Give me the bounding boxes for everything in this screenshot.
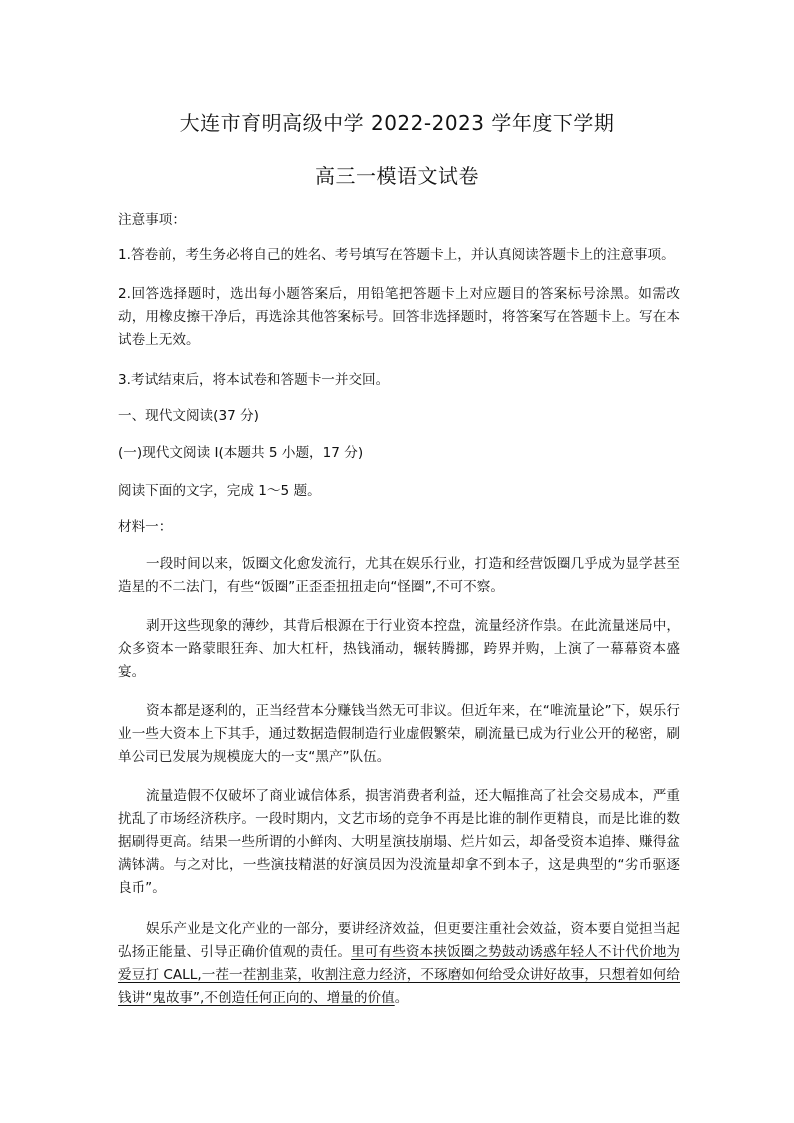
note-item-1: 1.答卷前，考生务必将自己的姓名、考号填写在答题卡上，并认真阅读答题卡上的注意事项。: [118, 247, 675, 263]
passage-paragraph-4: 流量造假不仅破坏了商业诚信体系，损害消费者利益，还大幅推高了社会交易成本，严重扰乱了市场经济秩序。一段时期内，文艺市场的竞争不再是比谁的制作更精良，而是比谁的数据刷得更高。结果一些所谓的小鲜肉、大明星演技崩塌、烂片如云，却备受资本追捧、赚得盆满钵满。与之对比，一些演技精湛的好演员因为没流量却拿不到本子，这是典型的“劣币驱逐良币”。: [118, 788, 680, 896]
exam-subtitle: 高三一模语文试卷: [315, 164, 479, 188]
exam-title: 大连市育明高级中学 2022-2023 学年度下学期: [179, 111, 615, 135]
passage-paragraph-1: 一段时间以来，饭圈文化愈发流行，尤其在娱乐行业，打造和经营饭圈几乎成为显学甚至造星的不二法门，有些“饭圈”正歪歪扭扭走向“怪圈”,不可不察。: [118, 556, 680, 595]
notes-heading: 注意事项：: [118, 212, 186, 228]
paragraph-5-text: 娱乐产业是文化产业的一部分，要讲经济效益，但更要注重社会效益，资本要自觉担当起弘扬正能量、引导正确价值观的责任。: [118, 921, 680, 960]
material-label: 材料一：: [118, 519, 173, 535]
paragraph-5-end: 。: [394, 990, 409, 1006]
note-item-2: 2.回答选择题时，选出每小题答案后，用铅笔把答题卡上对应题目的答案标号涂黑。如需改动，用橡皮擦干净后，再选涂其他答案标号。回答非选择题时，将答案写在答题卡上。写在本试卷上无效。: [118, 286, 680, 348]
underlined-passage: 里可有些资本挟饭圈之势鼓动诱惑年轻人不计代价地为爱豆打 CALL,一茬一茬割韭菜，收割注意力经济，不琢磨如何给受众讲好故事，只想着如何给钱讲“鬼故事”,不创造任何正向的、增量的价值: [118, 944, 681, 1006]
note-item-3: 3.考试结束后，将本试卷和答题卡一并交回。: [118, 372, 390, 388]
passage-paragraph-5: [118, 918, 680, 1010]
passage-paragraph-2: 剥开这些现象的薄纱，其背后根源在于行业资本控盘，流量经济作祟。在此流量迷局中，众多资本一路蒙眼狂奔、加大杠杆，热钱涌动，辗转腾挪，跨界并购，上演了一幕幕资本盛宴。: [118, 618, 680, 680]
passage-paragraph-3: 资本都是逐利的，正当经营本分赚钱当然无可非议。但近年来，在“唯流量论”下，娱乐行业一些大资本上下其手，通过数据造假制造行业虚假繁荣，刷流量已成为行业公开的秘密，刷单公司已发展为规模庞大的一支“黑产”队伍。: [118, 703, 680, 765]
subsection-heading: (一)现代文阅读 I(本题共 5 小题，17 分): [118, 445, 364, 461]
section-heading: 一、现代文阅读(37 分): [118, 408, 259, 424]
reading-instruction: 阅读下面的文字，完成 1～5 题。: [118, 483, 321, 499]
